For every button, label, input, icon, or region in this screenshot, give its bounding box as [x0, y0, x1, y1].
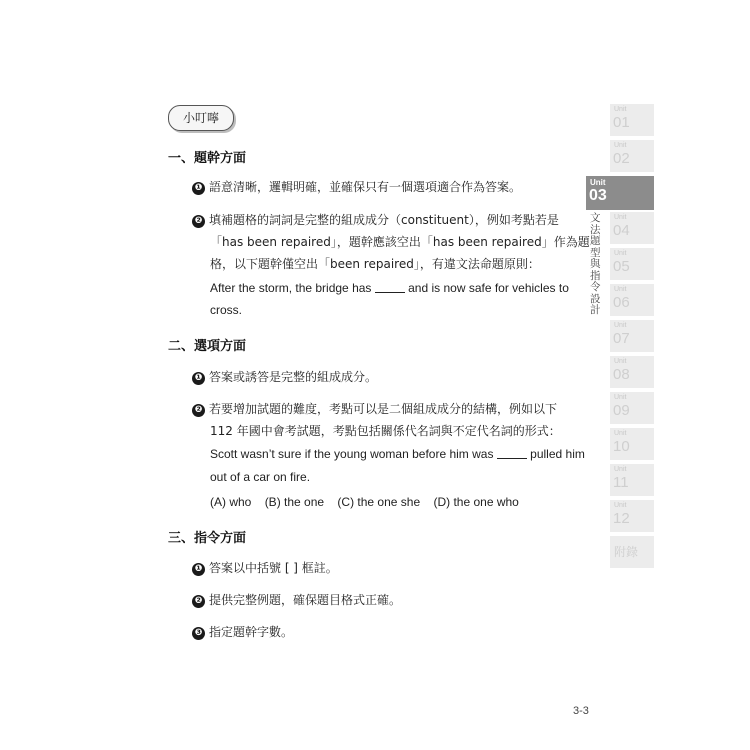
unit-number: 02 [613, 150, 630, 167]
unit-tab-01[interactable] [610, 104, 654, 136]
number-marker-3: ❸ [192, 627, 205, 640]
unit-tab-06[interactable] [610, 284, 654, 316]
option-item-2-line-2: 112 年國中會考試題，考點包括關係代名詞與不定代名詞的形式： [210, 424, 561, 438]
stem-example-part-b: and is now safe for vehicles to [408, 281, 569, 295]
unit-tab-04[interactable] [610, 212, 654, 244]
page-number: 3-3 [573, 705, 589, 717]
unit-label: Unit [614, 502, 627, 509]
section-title-instructions: 三、指令方面 [168, 531, 247, 546]
unit-number: 01 [613, 114, 630, 131]
unit-label: Unit [614, 214, 627, 221]
option-item-1-text: 答案或誘答是完整的組成成分。 [209, 370, 378, 384]
option-example-line-1 [210, 447, 585, 461]
unit-number: 06 [613, 294, 630, 311]
answer-blank [375, 282, 405, 293]
unit-tab-05[interactable] [610, 248, 654, 280]
unit-tab-03-active[interactable] [586, 176, 654, 210]
unit-label: Unit [614, 322, 627, 329]
tip-badge: 小叮嚀 [168, 105, 234, 131]
section-title-options: 二、選項方面 [168, 339, 247, 354]
option-c: (C) the one she [337, 495, 421, 509]
number-marker-1: ❶ [192, 372, 205, 385]
unit-number: 10 [613, 438, 630, 455]
stem-item-2-line-2: 「has been repaired」，題幹應該空出「has been repaired」作為題 [210, 235, 590, 249]
option-b: (B) the one [264, 495, 325, 509]
unit-label: Unit [614, 142, 627, 149]
number-marker-2: ❷ [192, 404, 205, 417]
unit-tab-12[interactable] [610, 500, 654, 532]
unit-tab-02[interactable] [610, 140, 654, 172]
unit-number: 05 [613, 258, 630, 275]
answer-blank [497, 448, 527, 459]
unit-label: Unit [614, 106, 627, 113]
option-item-2 [192, 400, 557, 417]
chapter-vertical-title: 文法題型與指令設計 [590, 212, 601, 316]
instruction-item-3 [192, 623, 293, 640]
unit-number: 07 [613, 330, 630, 347]
unit-number: 03 [589, 187, 607, 204]
option-item-1 [192, 368, 377, 385]
unit-tab-10[interactable] [610, 428, 654, 460]
option-example-line-2: out of a car on fire. [210, 470, 311, 484]
unit-number: 04 [613, 222, 630, 239]
unit-number: 11 [613, 474, 629, 491]
instruction-item-1-text: 答案以中括號 [ ] 框註。 [209, 561, 338, 575]
unit-label: Unit [614, 394, 627, 401]
stem-example-line-1 [210, 281, 569, 295]
number-marker-1: ❶ [192, 182, 205, 195]
unit-number: 09 [613, 402, 630, 419]
unit-label: Unit [614, 358, 627, 365]
instruction-item-2 [192, 591, 401, 608]
unit-label: Unit [614, 466, 627, 473]
unit-label: Unit [590, 178, 606, 187]
unit-tab-09[interactable] [610, 392, 654, 424]
unit-label: Unit [614, 430, 627, 437]
unit-label: Unit [614, 286, 627, 293]
answer-options [210, 495, 529, 509]
unit-label: Unit [614, 250, 627, 257]
stem-item-2-line-3: 格，以下題幹僅空出「been repaired」，有違文法命題原則： [210, 257, 540, 271]
number-marker-1: ❶ [192, 563, 205, 576]
option-d: (D) the one who [433, 495, 519, 509]
option-example-part-b: pulled him [530, 447, 585, 461]
unit-number: 12 [613, 510, 630, 527]
section-title-stem: 一、題幹方面 [168, 151, 247, 166]
instruction-item-3-text: 指定題幹字數。 [209, 625, 294, 639]
unit-number: 08 [613, 366, 630, 383]
option-example-part-a: Scott wasn’t sure if the young woman before him was [210, 447, 494, 461]
stem-example-line-2: cross. [210, 303, 243, 317]
number-marker-2: ❷ [192, 215, 205, 228]
option-a: (A) who [210, 495, 252, 509]
instruction-item-2-text: 提供完整例題，確保題目格式正確。 [209, 593, 402, 607]
stem-item-1 [192, 178, 521, 195]
number-marker-2: ❷ [192, 595, 205, 608]
stem-item-1-text: 語意清晰，邏輯明確，並確保只有一個選項適合作為答案。 [209, 180, 522, 194]
unit-tab-08[interactable] [610, 356, 654, 388]
appendix-tab[interactable]: 附錄 [610, 536, 654, 568]
unit-tab-11[interactable] [610, 464, 654, 496]
stem-item-2-line-1: 填補題格的詞詞是完整的組成成分（constituent），例如考點若是 [209, 213, 559, 227]
unit-tab-07[interactable] [610, 320, 654, 352]
stem-example-part-a: After the storm, the bridge has [210, 281, 372, 295]
option-item-2-line-1: 若要增加試題的難度，考點可以是二個組成成分的結構，例如以下 [209, 402, 558, 416]
stem-item-2 [192, 211, 559, 228]
instruction-item-1 [192, 559, 338, 576]
